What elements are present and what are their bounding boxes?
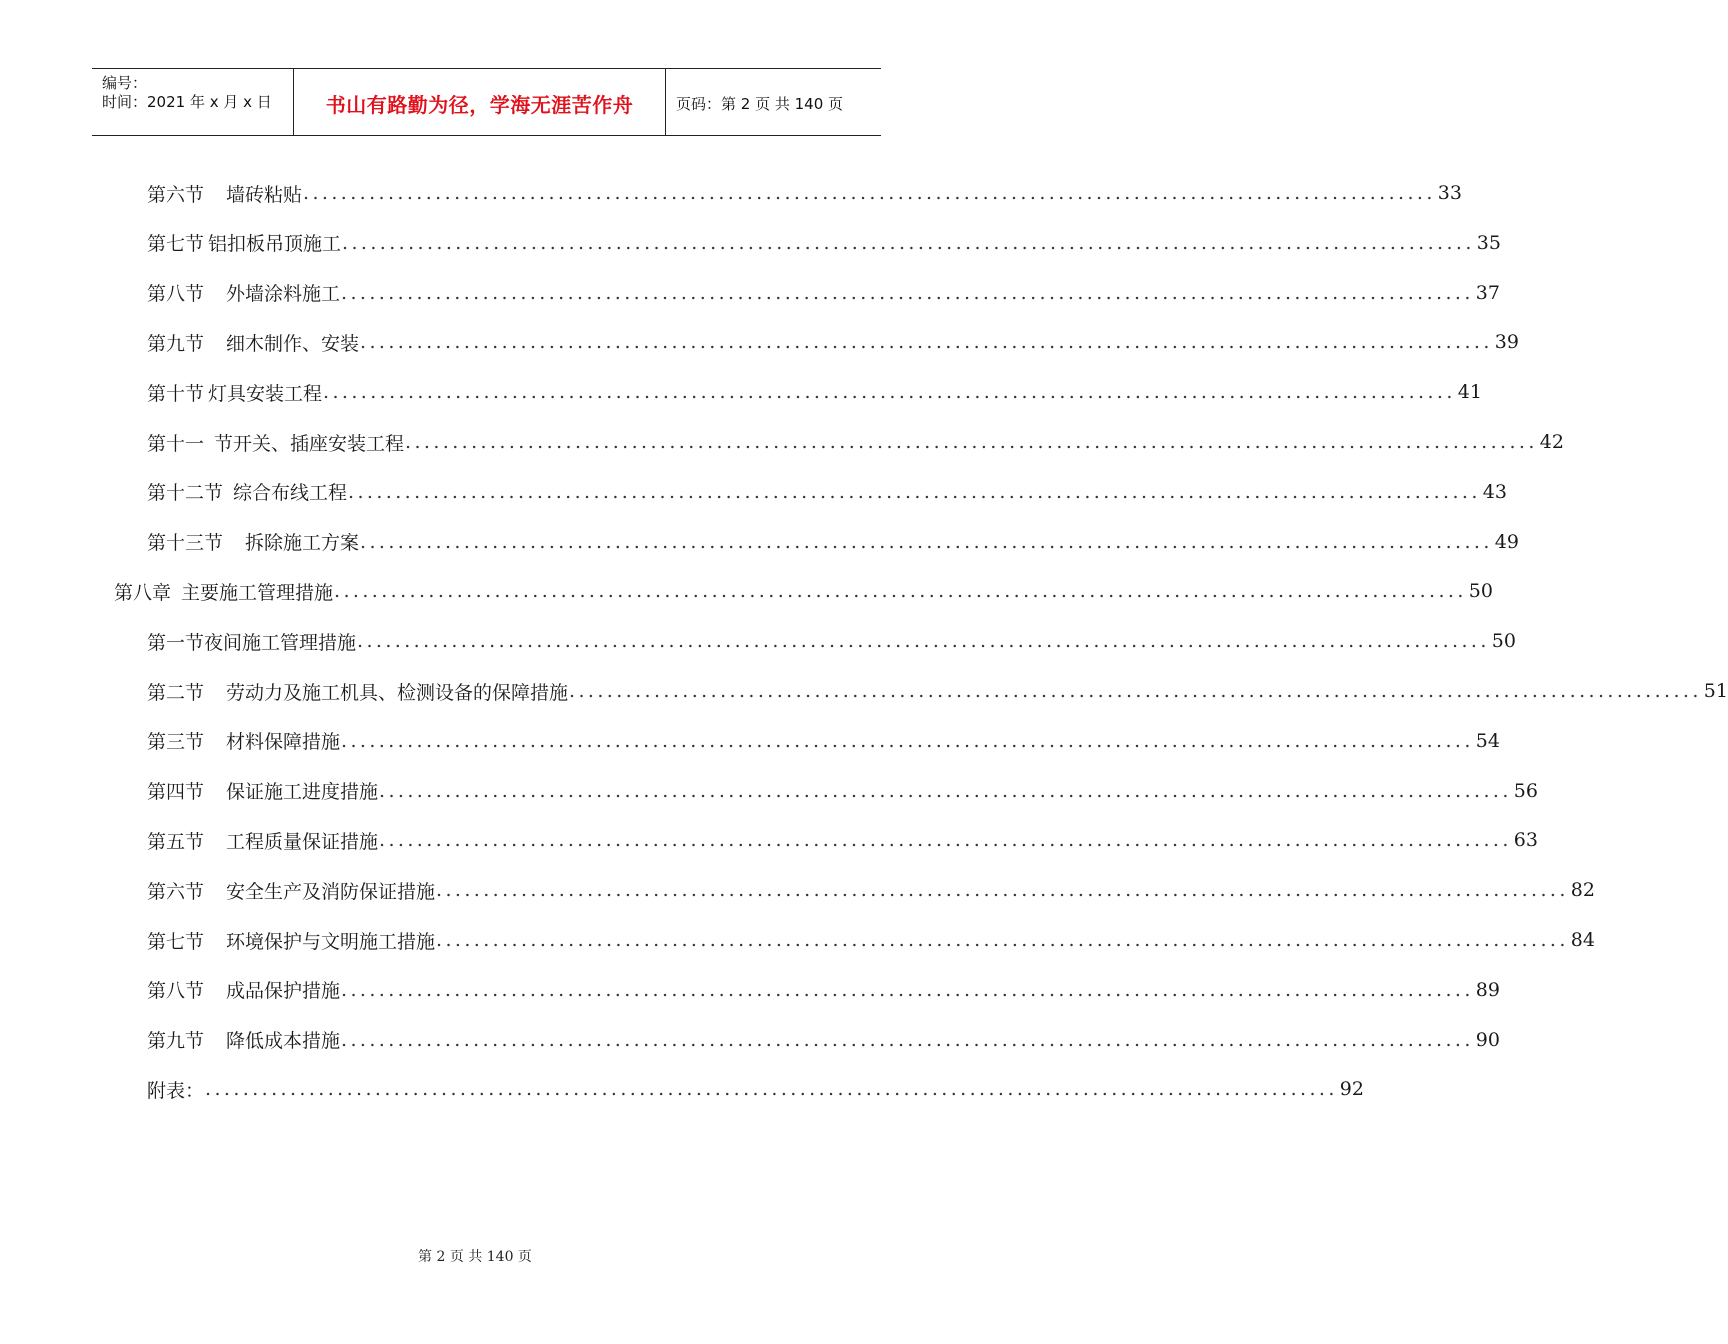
toc-dot-leader: ........................................................................................................................ — [323, 381, 1456, 404]
toc-page-number: 54 — [1475, 729, 1500, 752]
toc-section-label: 第十一 — [147, 432, 205, 455]
toc-section-label: 第二节 — [147, 681, 205, 704]
toc-page-number: 89 — [1475, 978, 1500, 1001]
toc-page-number: 51 — [1703, 680, 1728, 702]
toc-dot-leader: ........................................................................................................................ — [303, 182, 1436, 204]
toc-section-title: 降低成本措施 — [226, 1030, 341, 1053]
toc-section-label: 第五节 — [147, 830, 205, 853]
toc-section-label: 第八章 — [114, 581, 172, 604]
toc-dot-leader: ........................................................................................................................ — [405, 431, 1538, 453]
toc-section-title: 综合布线工程 — [233, 482, 348, 505]
toc-row[interactable] — [147, 527, 1519, 557]
toc-page-number: 90 — [1475, 1028, 1500, 1051]
toc-section-label: 第六节 — [147, 880, 205, 903]
serial-number-label: 编号： — [102, 74, 148, 92]
toc-section-label: 第十节 — [147, 382, 205, 405]
toc-section-label: 第四节 — [147, 781, 205, 804]
toc-section-title: 保证施工进度措施 — [226, 781, 379, 804]
toc-section-title: 成品保护措施 — [226, 980, 341, 1003]
toc-page-number: 50 — [1468, 580, 1493, 603]
toc-row[interactable] — [147, 477, 1507, 507]
toc-dot-leader: ........................................................................................................................ — [334, 580, 1467, 603]
toc-row[interactable] — [147, 776, 1538, 806]
toc-section-title: 安全生产及消防保证措施 — [226, 880, 436, 903]
toc-dot-leader: ........................................................................................................................ — [348, 480, 1481, 503]
toc-section-label: 第十二节 — [147, 482, 224, 505]
toc-section-title: 夜间施工管理措施 — [204, 631, 357, 654]
toc-row[interactable] — [147, 178, 1462, 208]
toc-page-number: 84 — [1570, 929, 1595, 951]
toc-row[interactable] — [147, 875, 1595, 905]
toc-section-title: 节开关、插座安装工程 — [214, 432, 405, 455]
toc-row[interactable] — [147, 228, 1501, 258]
toc-section-title: 拆除施工方案 — [245, 532, 360, 555]
toc-dot-leader: ........................................................................................................................ — [360, 331, 1493, 354]
toc-dot-leader: ........................................................................................................................ — [436, 929, 1569, 951]
toc-dot-leader: ........................................................................................................................ — [205, 1078, 1338, 1101]
toc-dot-leader: ........................................................................................................................ — [379, 829, 1512, 852]
toc-page-number: 50 — [1491, 630, 1516, 653]
toc-row[interactable] — [147, 975, 1500, 1005]
toc-row[interactable] — [147, 427, 1564, 457]
toc-row[interactable] — [147, 278, 1500, 308]
toc-section-label: 第三节 — [147, 731, 205, 754]
toc-dot-leader: ........................................................................................................................ — [436, 879, 1569, 902]
toc-dot-leader: ........................................................................................................................ — [360, 530, 1493, 553]
toc-section-label: 第六节 — [147, 183, 205, 206]
toc-section-title: 灯具安装工程 — [208, 382, 323, 405]
toc-dot-leader: ........................................................................................................................ — [341, 978, 1474, 1001]
toc-row[interactable] — [147, 1025, 1500, 1055]
header-meta-cell — [92, 69, 293, 135]
header-motto: 书山有路勤为径，学海无涯苦作舟 — [325, 93, 634, 117]
toc-section-title: 环境保护与文明施工措施 — [226, 930, 436, 953]
toc-page-number: 41 — [1457, 381, 1482, 404]
toc-row[interactable] — [147, 327, 1519, 357]
toc-section-label: 附表： — [147, 1079, 205, 1102]
toc-section-label: 第八节 — [147, 980, 205, 1003]
toc-row[interactable] — [147, 925, 1595, 955]
toc-section-title: 劳动力及施工机具、检测设备的保障措施 — [226, 681, 569, 704]
toc-dot-leader: ........................................................................................................................ — [357, 630, 1490, 653]
toc-dot-leader: ........................................................................................................................ — [379, 779, 1512, 802]
toc-chapter-row[interactable] — [114, 576, 1493, 606]
page-footer: 第 2 页 共 140 页 — [418, 1249, 532, 1265]
toc-page-number: 49 — [1494, 530, 1519, 553]
toc-page-number: 42 — [1539, 431, 1564, 453]
document-header — [92, 68, 881, 136]
toc-section-label: 第八节 — [147, 283, 205, 306]
toc-row[interactable] — [147, 626, 1516, 656]
toc-section-label: 第一节 — [147, 631, 205, 654]
toc-section-label: 第九节 — [147, 1030, 205, 1053]
toc-dot-leader: ........................................................................................................................ — [341, 729, 1474, 752]
toc-section-title: 墙砖粘贴 — [226, 183, 303, 206]
toc-row[interactable] — [147, 726, 1500, 756]
toc-section-label: 第七节 — [147, 233, 205, 256]
toc-section-label: 第九节 — [147, 332, 205, 355]
toc-section-title: 细木制作、安装 — [226, 332, 360, 355]
toc-page-number: 43 — [1482, 480, 1507, 503]
toc-section-title: 外墙涂料施工 — [226, 283, 341, 306]
toc-dot-leader: ........................................................................................................................ — [569, 680, 1702, 702]
toc-dot-leader: ........................................................................................................................ — [342, 231, 1475, 254]
toc-row[interactable] — [147, 1074, 1364, 1104]
toc-page-number: 82 — [1570, 879, 1595, 902]
toc-page-number: 37 — [1475, 281, 1500, 304]
toc-section-title: 铝扣板吊顶施工 — [208, 233, 342, 256]
header-page-info: 页码：第 2 页 共 140 页 — [676, 95, 844, 113]
toc-section-label: 第七节 — [147, 930, 205, 953]
toc-row[interactable] — [147, 377, 1482, 407]
toc-section-title: 工程质量保证措施 — [226, 830, 379, 853]
toc-page-number: 35 — [1476, 231, 1501, 254]
toc-dot-leader: ........................................................................................................................ — [341, 281, 1474, 304]
header-motto-cell — [293, 69, 666, 135]
toc-section-title: 材料保障措施 — [226, 731, 341, 754]
toc-row[interactable] — [147, 676, 1728, 706]
toc-page-number: 39 — [1494, 331, 1519, 354]
toc-page-number: 33 — [1437, 182, 1462, 204]
toc-row[interactable] — [147, 825, 1538, 855]
header-page-cell — [666, 69, 881, 135]
toc-page-number: 63 — [1513, 829, 1538, 852]
toc-page-number: 56 — [1513, 779, 1538, 802]
date-label: 时间：2021 年 x 月 x 日 — [102, 93, 272, 111]
toc-section-label: 第十三节 — [147, 532, 224, 555]
toc-section-title: 主要施工管理措施 — [181, 581, 334, 604]
toc-dot-leader: ........................................................................................................................ — [341, 1028, 1474, 1051]
toc-page-number: 92 — [1339, 1078, 1364, 1101]
